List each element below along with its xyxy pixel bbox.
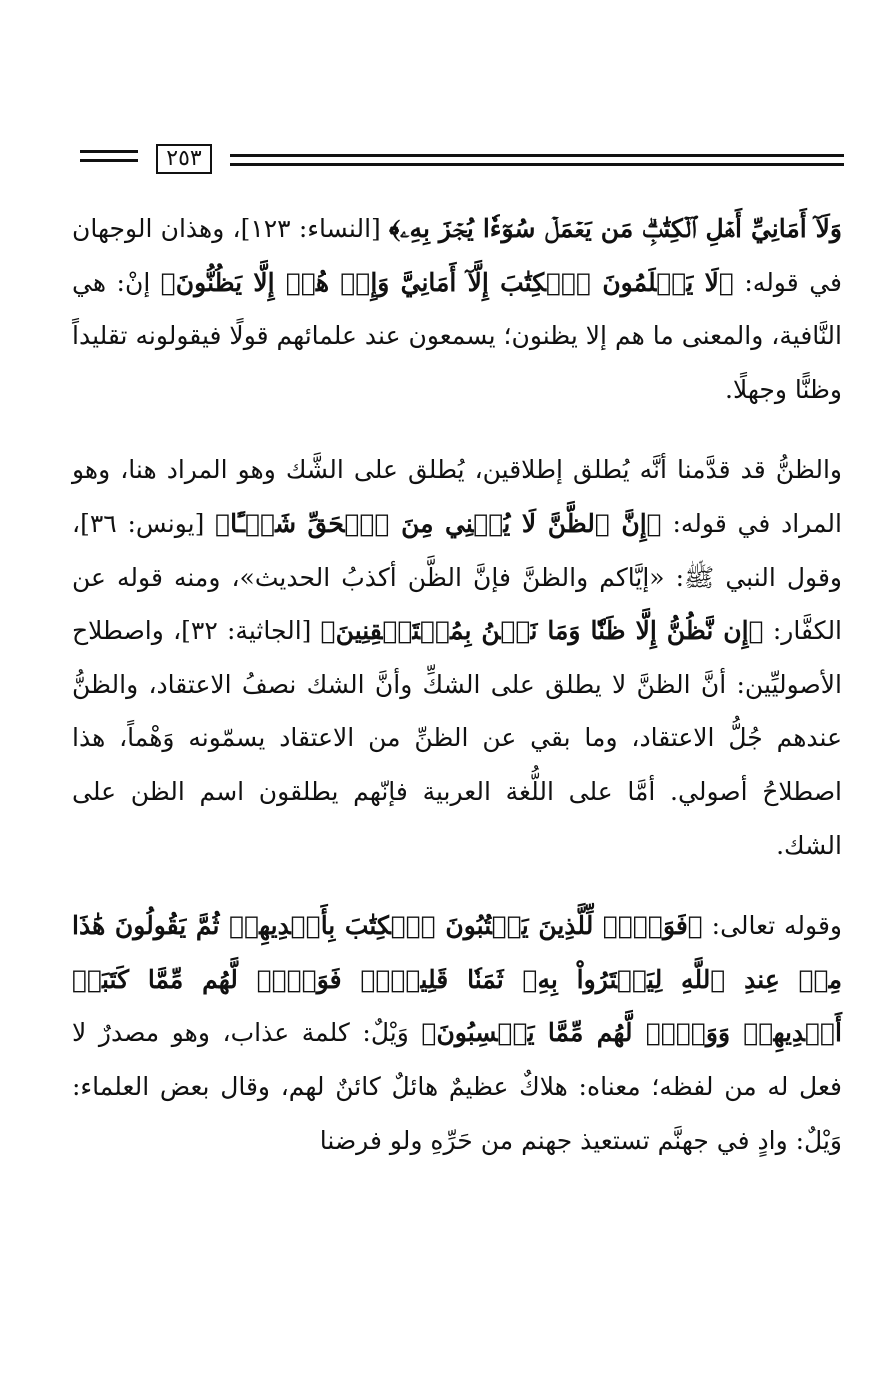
quran-verse: ﴿لَا يَعۡلَمُونَ ٱلۡكِتَٰبَ إِلَّآ أَمَانِيَّ وَإِنۡ هُمۡ إِلَّا يَظُنُّونَ﴾ xyxy=(160,267,734,297)
header-rule-short-top xyxy=(80,150,138,153)
quran-verse: ﴿إِن نَّظُنُّ إِلَّا ظَنّٗا وَمَا نَحۡنُ بِمُسۡتَيۡقِنِينَ﴾ xyxy=(320,616,764,646)
body-text: [الجاثية: ٣٢]، واصطلاح الأصوليِّين: أنَّ الظنَّ لا يطلق على الشكِّ وأنَّ الشك نصفُ الاعتقاد، والظنُّ عندهم جُلُّ الاعتقاد، وما بقي عن الظنِّ من الاعتقاد يسمّونه وَهْماً، هذا اصطلاحُ أصولي. أمَّا على اللُّغة العربية فإنّهم يطلقون اسم الظن على الشك. xyxy=(72,616,842,860)
body-text: [النساء: ١٢٣]، وهذان الوجهان في قوله: xyxy=(72,214,842,297)
page-number: ٢٥٣ xyxy=(156,144,212,174)
page-header xyxy=(72,140,844,180)
quran-verse: وَلَآ أَمَانِيِّ أَهۡلِ ٱلۡكِتَٰبِۗ مَن يَعۡمَلۡ سُوٓءٗا يُجۡزَ بِهِۦ﴾ xyxy=(388,214,842,243)
quran-verse: ﴿إِنَّ ٱلظَّنَّ لَا يُغۡنِي مِنَ ٱلۡحَقِّ شَيۡـًٔا﴾ xyxy=(215,508,662,538)
paragraph xyxy=(72,202,842,416)
page-body xyxy=(72,202,842,1167)
body-text: إنْ: هي النَّافية، والمعنى ما هم إلا يظنون؛ يسمعون عند علمائهم قولًا فيقولونه تقليداً وظنًّا وجهلًا. xyxy=(72,267,842,404)
header-rule-long-bottom xyxy=(230,163,844,166)
header-rule-long-top xyxy=(230,154,844,157)
body-text: وَيْلٌ: كلمة عذاب، وهو مصدرٌ لا فعل له من لفظه؛ معناه: هلاكٌ عظيمٌ هائلٌ كائنٌ لهم، وقال بعض العلماء: وَيْلٌ: وادٍ في جهنَّم تستعيذ جهنم من حَرِّهِ ولو فرضنا xyxy=(72,1018,842,1155)
body-text: والظنُّ قد قدَّمنا أنَّه يُطلق إطلاقين، يُطلق على الشَّك وهو المراد هنا، وهو المراد في قوله: xyxy=(72,455,842,538)
body-text: [يونس: ٣٦]، وقول النبي ﷺ: «إيَّاكم والظنَّ فإنَّ الظَّن أكذبُ الحديث»، ومنه قوله عن الكفَّار: xyxy=(72,508,843,646)
quran-verse: ﴿فَوَيۡلٞ لِّلَّذِينَ يَكۡتُبُونَ ٱلۡكِتَٰبَ بِأَيۡدِيهِمۡ ثُمَّ يَقُولُونَ هَٰذَا مِنۡ عِندِ ٱللَّهِ لِيَشۡتَرُواْ بِهِۦ ثَمَنٗا قَلِيلٗاۖ فَوَيۡلٞ لَّهُم مِّمَّا كَتَبَتۡ أَيۡدِيهِمۡ وَوَيۡلٞ لَّهُم مِّمَّا يَكۡسِبُونَ﴾ xyxy=(72,911,842,1048)
paragraph xyxy=(72,443,842,872)
paragraph xyxy=(72,899,842,1167)
header-rule-short-bottom xyxy=(80,159,138,162)
body-text: وقوله تعالى: xyxy=(702,911,842,941)
